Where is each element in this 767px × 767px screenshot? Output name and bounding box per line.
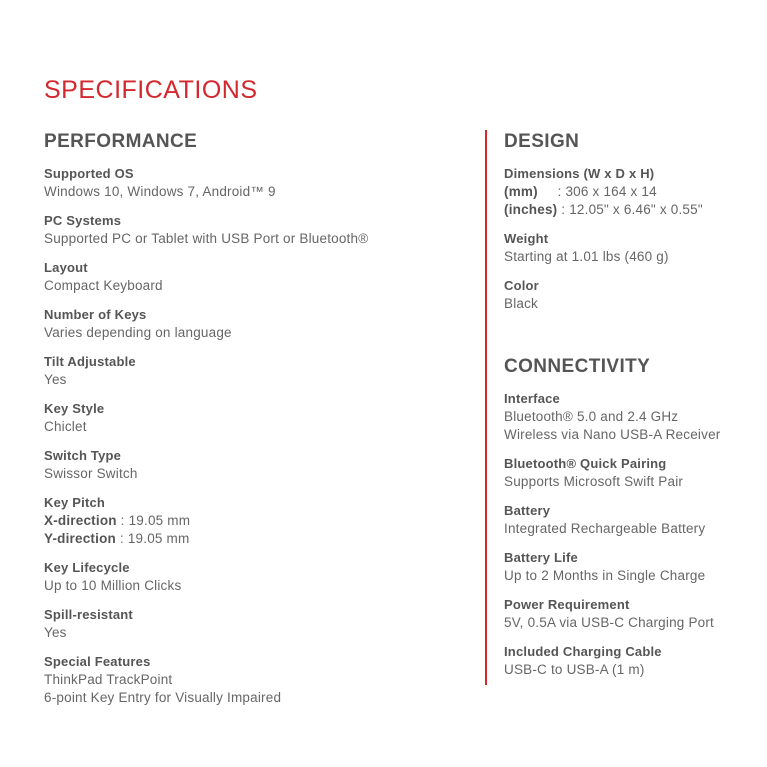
spec-value: Yes	[44, 625, 67, 640]
spec-label: Key Lifecycle	[44, 560, 130, 575]
spec-value: Yes	[44, 372, 67, 387]
spec-label: Switch Type	[44, 448, 122, 463]
spec-spill-resistant	[44, 606, 464, 642]
spec-value: Supports Microsoft Swift Pair	[504, 474, 684, 489]
column-divider	[485, 130, 487, 685]
spec-label: Key Pitch	[44, 495, 106, 510]
spec-quick-pairing	[504, 455, 759, 491]
spec-value: Up to 2 Months in Single Charge	[504, 568, 706, 583]
spec-layout	[44, 259, 464, 295]
spec-value: Wireless via Nano USB-A Receiver	[504, 427, 721, 442]
design-heading: DESIGN	[504, 131, 580, 152]
spec-value-y	[44, 530, 464, 548]
performance-heading: PERFORMANCE	[44, 131, 198, 152]
spec-value: Chiclet	[44, 419, 87, 434]
inches-label: (inches)	[504, 202, 558, 217]
spec-label: Number of Keys	[44, 307, 147, 322]
spec-label: Color	[504, 278, 539, 293]
spec-key-style	[44, 400, 464, 436]
spec-value-inches	[504, 201, 759, 219]
spec-value: Compact Keyboard	[44, 278, 163, 293]
spec-pc-systems	[44, 212, 464, 248]
spec-label: Included Charging Cable	[504, 644, 662, 659]
spec-label: Key Style	[44, 401, 105, 416]
mm-label: (mm)	[504, 184, 538, 199]
performance-column	[44, 128, 464, 707]
spec-label: Supported OS	[44, 166, 134, 181]
spec-value-x	[44, 512, 464, 530]
spec-value: 5V, 0.5A via USB-C Charging Port	[504, 615, 715, 630]
spec-label: Weight	[504, 231, 549, 246]
x-direction-label: X-direction	[44, 513, 117, 528]
y-direction-label: Y-direction	[44, 531, 116, 546]
spec-label: Power Requirement	[504, 597, 630, 612]
spec-key-pitch	[44, 494, 464, 548]
x-direction-value: : 19.05 mm	[116, 513, 191, 528]
spec-interface	[504, 390, 759, 444]
spec-charging-cable	[504, 643, 759, 679]
spec-tilt-adjustable	[44, 353, 464, 389]
spec-value: Black	[504, 296, 539, 311]
spec-label: Spill-resistant	[44, 607, 133, 622]
spec-power-requirement	[504, 596, 759, 632]
spec-value: Windows 10, Windows 7, Android™ 9	[44, 184, 276, 199]
spec-special-features	[44, 653, 464, 707]
spec-label: Battery	[504, 503, 551, 518]
spec-label: Interface	[504, 391, 560, 406]
spec-battery-life	[504, 549, 759, 585]
spec-value: Integrated Rechargeable Battery	[504, 521, 706, 536]
spec-value: ThinkPad TrackPoint	[44, 672, 173, 687]
spec-value: Up to 10 Million Clicks	[44, 578, 182, 593]
spec-label: Bluetooth® Quick Pairing	[504, 456, 667, 471]
spec-value-mm	[504, 183, 759, 201]
spec-dimensions	[504, 165, 759, 219]
spec-label: Special Features	[44, 654, 151, 669]
inches-value: : 12.05" x 6.46" x 0.55"	[557, 202, 703, 217]
spec-value: USB-C to USB-A (1 m)	[504, 662, 645, 677]
spec-value: Starting at 1.01 lbs (460 g)	[504, 249, 669, 264]
y-direction-value: : 19.05 mm	[115, 531, 190, 546]
spec-label: PC Systems	[44, 213, 122, 228]
spec-switch-type	[44, 447, 464, 483]
page-title: SPECIFICATIONS	[44, 76, 258, 104]
spec-value: Supported PC or Tablet with USB Port or Bluetooth®	[44, 231, 369, 246]
spec-value: Swissor Switch	[44, 466, 138, 481]
spec-color	[504, 277, 759, 313]
spec-battery	[504, 502, 759, 538]
spec-value: Bluetooth® 5.0 and 2.4 GHz	[504, 409, 679, 424]
spec-value: 6-point Key Entry for Visually Impaired	[44, 690, 282, 705]
spec-label: Layout	[44, 260, 88, 275]
spec-value: Varies depending on language	[44, 325, 232, 340]
spec-weight	[504, 230, 759, 266]
design-connectivity-column	[504, 128, 759, 679]
spec-supported-os	[44, 165, 464, 201]
connectivity-heading: CONNECTIVITY	[504, 356, 651, 377]
spec-number-of-keys	[44, 306, 464, 342]
spec-label: Dimensions (W x D x H)	[504, 166, 655, 181]
spec-label: Tilt Adjustable	[44, 354, 136, 369]
spec-key-lifecycle	[44, 559, 464, 595]
spec-label: Battery Life	[504, 550, 578, 565]
mm-value: : 306 x 164 x 14	[537, 184, 657, 199]
